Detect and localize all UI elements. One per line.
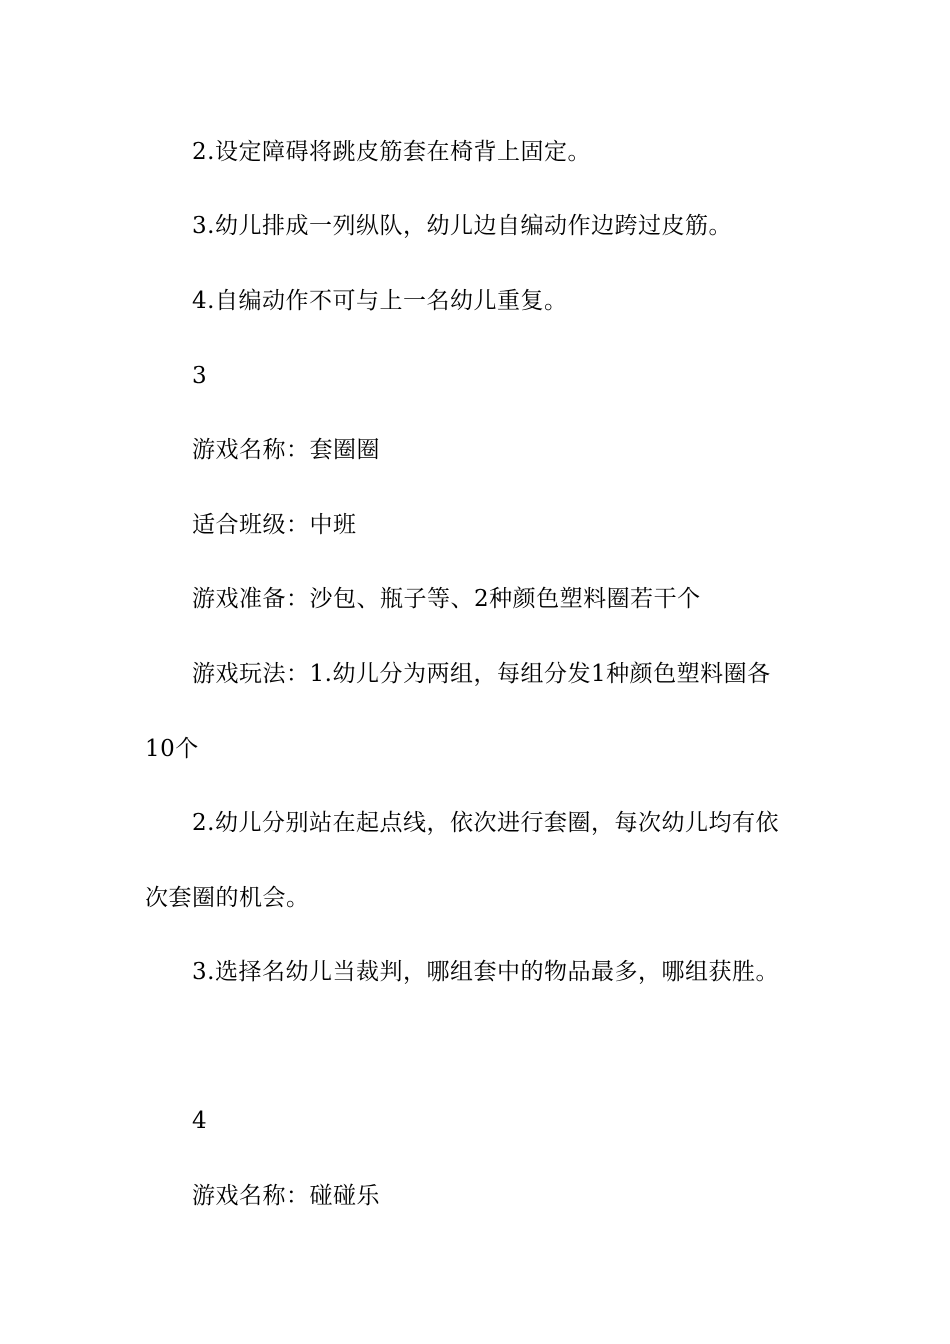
game-play-rule-2: 2.幼儿分别站在起点线，依次进行套圈，每次幼儿均有依 bbox=[192, 810, 779, 836]
game-play-rule-3: 3.选择名幼儿当裁判，哪组套中的物品最多，哪组获胜。 bbox=[192, 959, 779, 985]
game-preparation: 游戏准备：沙包、瓶子等、2种颜色塑料圈若干个 bbox=[192, 586, 701, 612]
section-number: 3 bbox=[192, 363, 208, 389]
game-play-rule-1: 游戏玩法：1.幼儿分为两组，每组分发1种颜色塑料圈各 bbox=[192, 661, 771, 687]
game-name: 游戏名称：套圈圈 bbox=[192, 437, 380, 463]
paragraph-rule-4: 4.自编动作不可与上一名幼儿重复。 bbox=[192, 288, 568, 314]
paragraph-rule-3: 3.幼儿排成一列纵队，幼儿边自编动作边跨过皮筋。 bbox=[192, 213, 732, 239]
suitable-class: 适合班级：中班 bbox=[192, 512, 357, 538]
section-number: 4 bbox=[192, 1108, 208, 1134]
game-play-rule-2-continued: 次套圈的机会。 bbox=[145, 885, 310, 911]
game-play-rule-1-continued: 10个 bbox=[145, 736, 199, 762]
paragraph-rule-2: 2.设定障碍将跳皮筋套在椅背上固定。 bbox=[192, 139, 591, 165]
game-name: 游戏名称：碰碰乐 bbox=[192, 1183, 380, 1209]
